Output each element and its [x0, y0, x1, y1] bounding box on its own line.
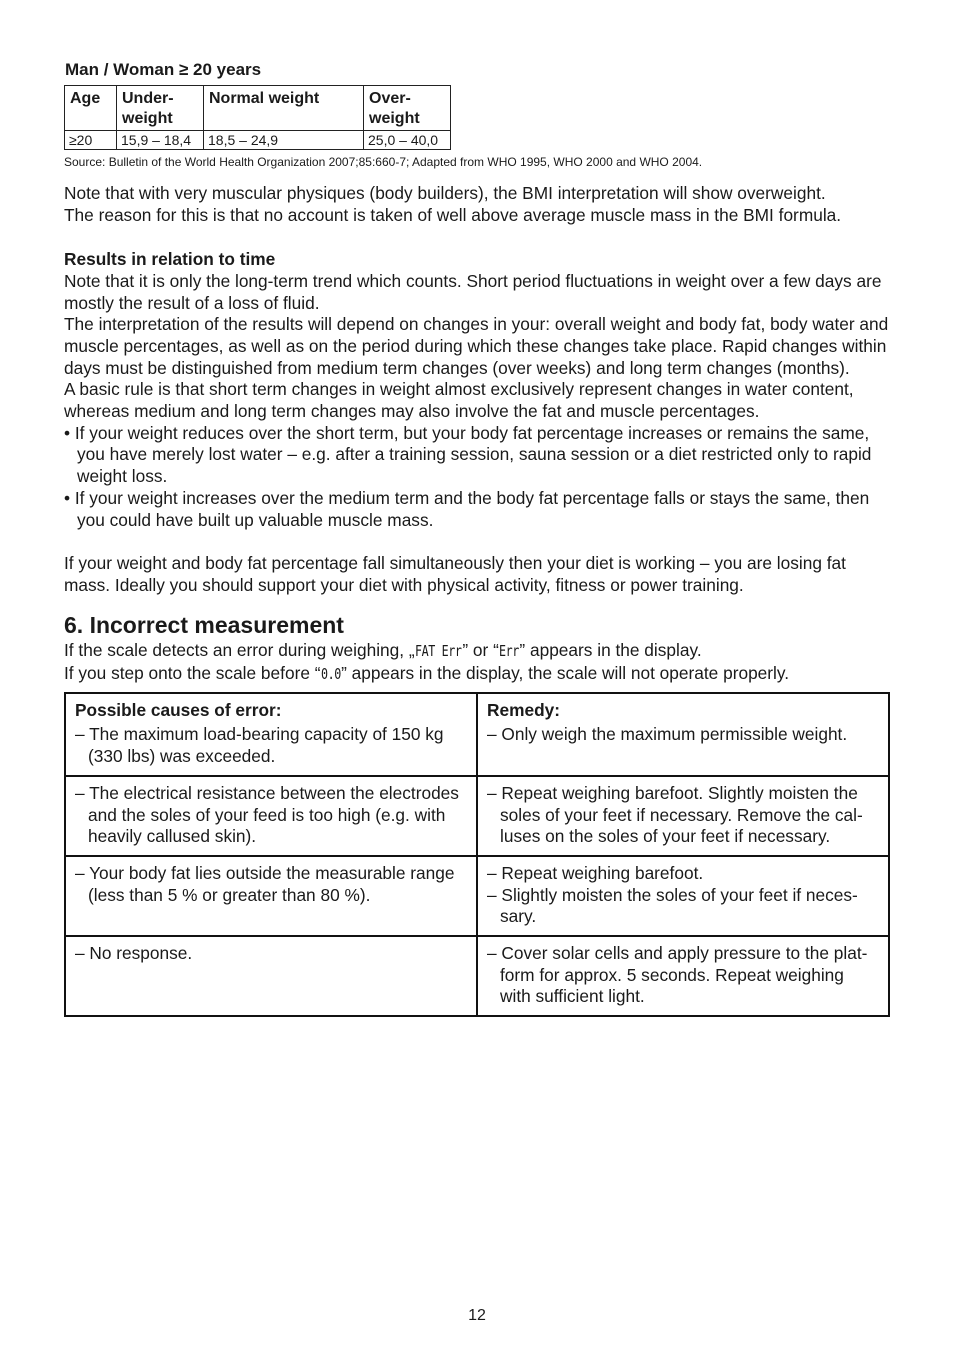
bmi-header-underweight: Under- weight	[117, 86, 204, 131]
bmi-table-header-row	[65, 86, 451, 131]
display-err: Err	[498, 642, 519, 661]
error-remedy: – Cover solar cells and apply pressure to the plat-form for approx. 5 seconds. Repeat weighing with sufficient light.	[487, 943, 868, 1007]
bmi-cell-normal: 18,5 – 24,9	[204, 131, 364, 150]
error-cause: – Your body fat lies outside the measurable range (less than 5 % or greater than 80 %).	[75, 862, 455, 905]
bmi-table-row	[65, 131, 451, 150]
error-remedy: – Slightly moisten the soles of your feet if neces-sary.	[487, 884, 858, 927]
page-number: 12	[468, 1307, 486, 1324]
results-time-p3: A basic rule is that short term changes in weight almost exclusively represent changes in water content, whereas medium and long term changes may also involve the fat and muscle percentages.	[64, 379, 854, 422]
error-cause-cell	[65, 776, 477, 856]
section-title-incorrect-measurement: 6. Incorrect measurement	[64, 612, 344, 639]
error-table-row	[65, 856, 889, 936]
bmi-source: Source: Bulletin of the World Health Organization 2007;85:660-7; Adapted from WHO 1995, WHO 2000 and WHO 2004.	[64, 155, 703, 169]
error-table-row	[65, 693, 889, 776]
note-muscular-line2: The reason for this is that no account is taken of well above average muscle mass in the BMI formula.	[64, 204, 842, 225]
results-time-p2: The interpretation of the results will depend on changes in your: overall weight and body fat, body water and muscle percentages, as well as on the period during which these changes take place. Rapid changes within days must be distinguished from medium term changes (over weeks) and long term changes (months).	[64, 314, 889, 378]
error-cause: – No response.	[75, 943, 193, 964]
results-time-bullet-2: • If your weight increases over the medium term and the body fat percentage falls or stays the same, then you could have built up valuable muscle mass.	[64, 487, 870, 530]
incorrect-line1: If the scale detects an error during weighing, „FAT Err” or “Err” appears in the display.	[64, 640, 890, 663]
error-table	[64, 692, 890, 1017]
error-table-row	[65, 936, 889, 1016]
causes-header: Possible causes of error:	[75, 699, 282, 720]
results-time-bullet-1: • If your weight reduces over the short term, but your body fat percentage increases or remains the same, you have merely lost water – e.g. after a training session, sauna session or a diet restricted only to rapid weight loss.	[64, 422, 872, 487]
error-remedy: – Repeat weighing barefoot. Slightly moisten the soles of your feet if necessary. Remove the cal-luses on the soles of your feet if necessary.	[487, 782, 863, 847]
incorrect-line2: If you step onto the scale before “0.0” appears in the display, the scale will not operate properly.	[64, 663, 890, 686]
results-time-p4: If your weight and body fat percentage fall simultaneously then your diet is working – you are losing fat mass. Ideally you should support your diet with physical activity, fitness or power training.	[64, 552, 846, 595]
error-remedy-cell	[477, 936, 889, 1016]
bmi-table	[64, 85, 451, 150]
results-time-heading: Results in relation to time	[64, 249, 276, 270]
error-remedy-cell	[477, 776, 889, 856]
bmi-cell-overweight: 25,0 – 40,0	[364, 131, 451, 150]
bmi-header-normal: Normal weight	[204, 86, 364, 131]
error-cause-cell	[65, 693, 477, 776]
bmi-cell-age: ≥20	[65, 131, 117, 150]
page-content	[64, 60, 890, 1017]
error-remedy-cell	[477, 693, 889, 776]
bmi-table-heading: Man / Woman ≥ 20 years	[65, 60, 262, 79]
bmi-header-overweight: Over- weight	[364, 86, 451, 131]
display-fat-err: FAT Err	[414, 642, 462, 661]
results-time-p1: Note that it is only the long-term trend which counts. Short period fluctuations in weight over a few days are mostly the result of a loss of fluid.	[64, 270, 882, 313]
error-cause: – The electrical resistance between the electrodes and the soles of your feed is too high (e.g. with heavily callused skin).	[75, 782, 459, 847]
error-table-row	[65, 776, 889, 856]
error-cause: – The maximum load-bearing capacity of 150 kg (330 lbs) was exceeded.	[75, 724, 444, 767]
error-remedy: – Only weigh the maximum permissible weight.	[487, 724, 848, 745]
error-cause-cell	[65, 856, 477, 936]
bmi-header-age: Age	[65, 86, 117, 131]
error-remedy: – Repeat weighing barefoot.	[487, 862, 704, 883]
bmi-cell-underweight: 15,9 – 18,4	[117, 131, 204, 150]
remedy-header: Remedy:	[487, 699, 560, 720]
error-remedy-cell	[477, 856, 889, 936]
error-cause-cell	[65, 936, 477, 1016]
note-muscular-line1: Note that with very muscular physiques (body builders), the BMI interpretation will show overweight.	[64, 183, 826, 203]
display-zero: 0.0	[320, 665, 341, 684]
